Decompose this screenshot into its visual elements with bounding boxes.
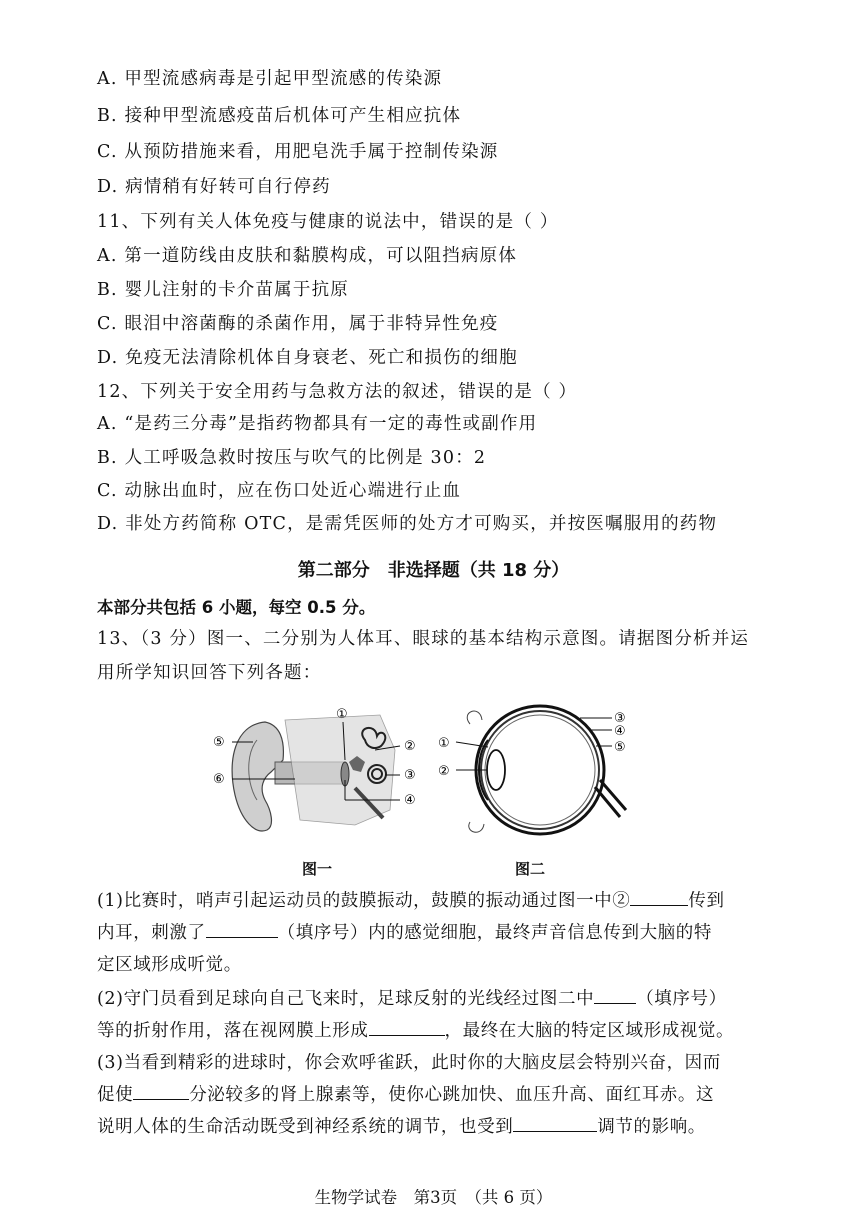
q12-option-a: A. “是药三分毒”是指药物都具有一定的毒性或副作用	[97, 414, 538, 434]
ear-label-4: ④	[404, 793, 416, 808]
q12-stem: 12、下列关于安全用药与急救方法的叙述，错误的是（ ）	[97, 382, 578, 402]
eye-label-4: ④	[614, 724, 626, 739]
ear-label-2: ②	[404, 739, 416, 754]
q13-sub1-blank-2[interactable]	[206, 919, 278, 938]
eye-label-3: ③	[614, 711, 626, 726]
q13-sub1-text-d: （填序号）内的感觉细胞，最终声音信息传到大脑的特	[277, 923, 713, 943]
q13-sub3-blank-1[interactable]	[133, 1081, 189, 1100]
q12-option-c: C. 动脉出血时，应在伤口处近心端进行止血	[97, 481, 462, 501]
q13-sub3-text-a: (3)当看到精彩的进球时，你会欢呼雀跃，此时你的大脑皮层会特别兴奋，因而	[97, 1053, 721, 1073]
q13-sub1-blank-1[interactable]	[630, 887, 688, 906]
eye-muscle-sketch-lower	[469, 822, 484, 832]
eye-muscle-sketch	[467, 711, 482, 724]
q13-sub1	[97, 885, 757, 981]
q13-sub3	[97, 1047, 757, 1143]
q13-sub1-text-b: 传到	[688, 891, 725, 911]
q13-sub2-text-d: ，最终在大脑的特定区域形成视觉。	[444, 1021, 735, 1041]
ear-label-3: ③	[404, 768, 416, 783]
q13-sub2-blank-1[interactable]	[594, 985, 636, 1004]
q10-option-b: B. 接种甲型流感疫苗后机体可产生相应抗体	[97, 106, 462, 126]
q10-option-c: C. 从预防措施来看，用肥皂洗手属于控制传染源	[97, 142, 499, 162]
q13-sub2	[97, 983, 757, 1047]
q13-stem-line1: 13、（3 分）图一、二分别为人体耳、眼球的基本结构示意图。请据图分析并运	[97, 629, 750, 649]
q13-sub1-text-e: 定区域形成听觉。	[97, 955, 242, 975]
q13-sub3-text-c: 分泌较多的肾上腺素等，使你心跳加快、血压升高、面红耳赤。这	[189, 1085, 715, 1105]
q11-stem: 11、下列有关人体免疫与健康的说法中，错误的是（ ）	[97, 212, 559, 232]
q13-sub1-text-c: 内耳，刺激了	[97, 923, 206, 943]
q11-option-b: B. 婴儿注射的卡介苗属于抗原	[97, 280, 349, 300]
q13-sub3-text-d: 说明人体的生命活动既受到神经系统的调节，也受到	[97, 1117, 514, 1137]
eye-label-1: ①	[438, 736, 450, 751]
q11-option-a: A. 第一道防线由皮肤和黏膜构成，可以阻挡病原体	[97, 246, 518, 266]
q10-option-d: D. 病情稍有好转可自行停药	[97, 177, 331, 197]
ear-label-6: ⑥	[213, 772, 225, 787]
q13-sub1-text-a: (1)比赛时，哨声引起运动员的鼓膜振动，鼓膜的振动通过图一中②	[97, 891, 631, 911]
ear-label-5: ⑤	[213, 735, 225, 750]
eye-label-2: ②	[438, 764, 450, 779]
q12-option-d: D. 非处方药简称 OTC，是需凭医师的处方才可购买，并按医嘱服用的药物	[97, 514, 718, 534]
figure-2-caption: 图二	[515, 860, 546, 878]
q13-stem-line2: 用所学知识回答下列各题：	[97, 663, 322, 683]
section-note: 本部分共包括 6 小题，每空 0.5 分。	[97, 598, 376, 617]
eye-label-5: ⑤	[614, 740, 626, 755]
q13-sub2-blank-2[interactable]	[369, 1017, 445, 1036]
q13-sub3-text-b: 促使	[97, 1085, 134, 1105]
q13-sub3-text-e: 调节的影响。	[597, 1117, 706, 1137]
lens-shape	[487, 750, 505, 790]
q13-sub2-text-b: （填序号）	[636, 989, 727, 1009]
eye-diagram	[430, 692, 640, 847]
q10-option-a: A. 甲型流感病毒是引起甲型流感的传染源	[97, 69, 443, 89]
q13-sub2-text-a: (2)守门员看到足球向自己飞来时，足球反射的光线经过图二中	[97, 989, 595, 1009]
q13-sub2-text-c: 等的折射作用，落在视网膜上形成	[97, 1021, 369, 1041]
ear-label-1: ①	[336, 707, 348, 722]
section-title: 第二部分 非选择题（共 18 分）	[297, 560, 570, 581]
q11-option-d: D. 免疫无法清除机体自身衰老、死亡和损伤的细胞	[97, 348, 518, 368]
figure-1-caption: 图一	[302, 860, 333, 878]
page-footer: 生物学试卷 第3页 （共 6 页）	[314, 1188, 553, 1207]
q11-option-c: C. 眼泪中溶菌酶的杀菌作用，属于非特异性免疫	[97, 314, 499, 334]
q13-sub3-blank-2[interactable]	[513, 1113, 597, 1132]
q12-option-b: B. 人工呼吸急救时按压与吹气的比例是 30：2	[97, 448, 487, 468]
ear-diagram	[205, 700, 440, 850]
